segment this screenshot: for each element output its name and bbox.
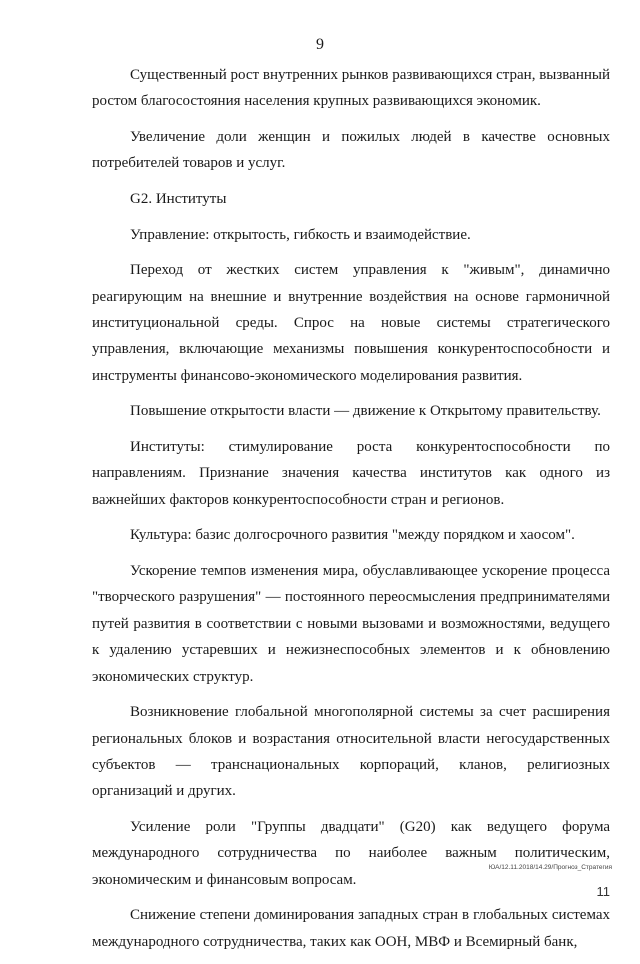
document-body: [92, 62, 610, 964]
paragraph-g20: Усиление роли "Группы двадцати" (G20) как ведущего форума международного сотрудничества по наиболее важным политическим, экономическим и финансовым вопросам.: [92, 819, 610, 888]
paragraph-living-systems: Переход от жестких систем управления к "живым", динамично реагирующим на внешние и внутренние воздействия на основе гармоничной институциональной среды. Спрос на новые системы стратегического управления, включающие механизмы повышения конкурентоспособности и инструменты финансово-экономического моделирования развития.: [92, 262, 610, 384]
paragraph-open-government: Повышение открытости власти — движение к Открытому правительству.: [130, 403, 601, 420]
paragraph-women-elderly: Увеличение доли женщин и пожилых людей в качестве основных потребителей товаров и услуг.: [92, 129, 610, 172]
section-heading-institutions: G2. Институты: [130, 191, 227, 207]
paragraph-institutions-competitiveness: Институты: стимулирование роста конкурентоспособности по направлениям. Признание значения качества институтов как одного из важнейших факторов конкурентоспособности стран и регионов.: [92, 439, 610, 508]
footer-sheet-number: 11: [596, 884, 610, 899]
paragraph-western-dominance: Снижение степени доминирования западных стран в глобальных системах международного сотрудничества, таких как ООН, МВФ и Всемирный банк,: [92, 907, 610, 950]
paragraph-creative-destruction: Ускорение темпов изменения мира, обуславливающее ускорение процесса "творческого разрушения" — постоянного переосмысления предпринимателями путей развития в соответствии с новыми вызовами и возможностями, ведущего к удалению устаревших и нежизнеспособных элементов и к обновлению экономических структур.: [92, 563, 610, 685]
footer-document-code: ЮА/12.11.2018/14.29/Прогноз_Стратегия: [488, 864, 612, 871]
paragraph-governance-heading: Управление: открытость, гибкость и взаимодействие.: [130, 226, 471, 243]
paragraph-culture: Культура: базис долгосрочного развития "между порядком и хаосом".: [130, 527, 575, 544]
paragraph-multipolar-system: Возникновение глобальной многополярной системы за счет расширения региональных блоков и возрастания относительной власти негосударственных субъектов — транснациональных корпораций, кланов, религиозных организаций и других.: [92, 704, 610, 800]
page-number: 9: [316, 36, 324, 53]
paragraph-domestic-markets: Существенный рост внутренних рынков развивающихся стран, вызванный ростом благосостояния населения крупных развивающихся экономик.: [92, 67, 610, 110]
